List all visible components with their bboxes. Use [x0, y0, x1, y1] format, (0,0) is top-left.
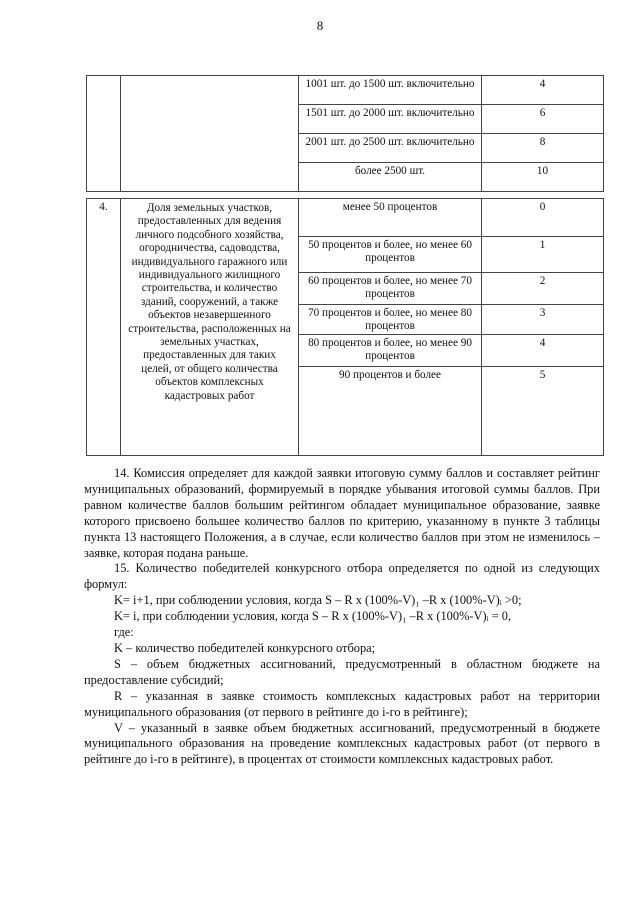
definition-s: S – объем бюджетных ассигнований, предусмотренный в областном бюджете на предоставление субсидий; — [84, 656, 600, 687]
table-cell-score: 6 — [482, 105, 604, 134]
table-cell-score: 8 — [482, 134, 604, 163]
table-cell-score: 10 — [482, 163, 604, 192]
formula-where: где: — [114, 625, 134, 640]
table-cell-score: 1 — [482, 237, 604, 273]
table-cell-condition: более 2500 шт. — [299, 163, 482, 192]
document-body — [84, 466, 600, 768]
table-cell-criterion: Доля земельных участков, предоставленных для ведения личного подсобного хозяйства, огородничества, садоводства, индивидуального гаражного или индивидуального жилищного строительства, и количество зданий, сооружений, а также объектов незавершенного строительства, расположенных на земельных участках, предоставленных для таких целей, от общего количества объектов комплексных кадастровых работ — [121, 199, 299, 456]
formula-2: K= i, при соблюдении условия, когда S – R x (100%-V)₁ –R x (100%-V)ᵢ = 0, — [114, 609, 512, 624]
table-cell-condition: 50 процентов и более, но менее 60 процентов — [299, 237, 482, 273]
table-cell-score: 3 — [482, 305, 604, 335]
definition-r: R – указанная в заявке стоимость комплексных кадастровых работ на территории муниципального образования (от первого в рейтинге до i-го в рейтинге); — [84, 688, 600, 719]
paragraph-14: 14. Комиссия определяет для каждой заявки итоговую сумму баллов и составляет рейтинг муниципальных образований, формируемый в порядке убывания итоговой суммы баллов. При равном количестве баллов большим рейтингом обладает муниципальное образование, заявке которого присвоено большее количество баллов по критерию, указанному в пункте 3 таблицы пункта 13 настоящего Положения, а в случае, если количество баллов при этом не изменилось – заявке, которая подана раньше. — [84, 466, 600, 560]
paragraph-15: 15. Количество победителей конкурсного отбора определяется по одной из следующих формул: — [84, 561, 600, 592]
criteria-table-continued — [86, 75, 604, 192]
table-cell-score: 5 — [482, 367, 604, 456]
definition-k: K – количество победителей конкурсного отбора; — [114, 640, 376, 655]
table-cell-condition: 60 процентов и более, но менее 70 процентов — [299, 273, 482, 305]
table-cell-score: 2 — [482, 273, 604, 305]
table-cell-criterion — [121, 76, 299, 192]
table-cell-condition: 1001 шт. до 1500 шт. включительно — [299, 76, 482, 105]
table-cell-condition: 70 процентов и более, но менее 80 процентов — [299, 305, 482, 335]
table-cell-score: 4 — [482, 335, 604, 367]
formula-1: K= i+1, при соблюдении условия, когда S – R x (100%-V)₁ –R x (100%-V)ᵢ >0; — [114, 593, 522, 608]
table-cell-score: 0 — [482, 199, 604, 237]
criteria-table-item-4 — [86, 198, 604, 456]
table-cell-condition: 2001 шт. до 2500 шт. включительно — [299, 134, 482, 163]
table-cell-score: 4 — [482, 76, 604, 105]
page-number: 8 — [316, 18, 324, 33]
definition-v: V – указанный в заявке объем бюджетных ассигнований, предусмотренный в бюджете муниципального образования на проведение комплексных кадастровых работ (от первого в рейтинге до i-го в рейтинге), в процентах от стоимости комплексных кадастровых работ. — [84, 720, 600, 767]
table-cell-condition: менее 50 процентов — [299, 199, 482, 237]
table-cell-number: 4. — [87, 199, 121, 456]
table-cell-condition: 80 процентов и более, но менее 90 процентов — [299, 335, 482, 367]
table-cell-condition: 1501 шт. до 2000 шт. включительно — [299, 105, 482, 134]
table-cell-condition: 90 процентов и более — [299, 367, 482, 456]
table-cell-number — [87, 76, 121, 192]
